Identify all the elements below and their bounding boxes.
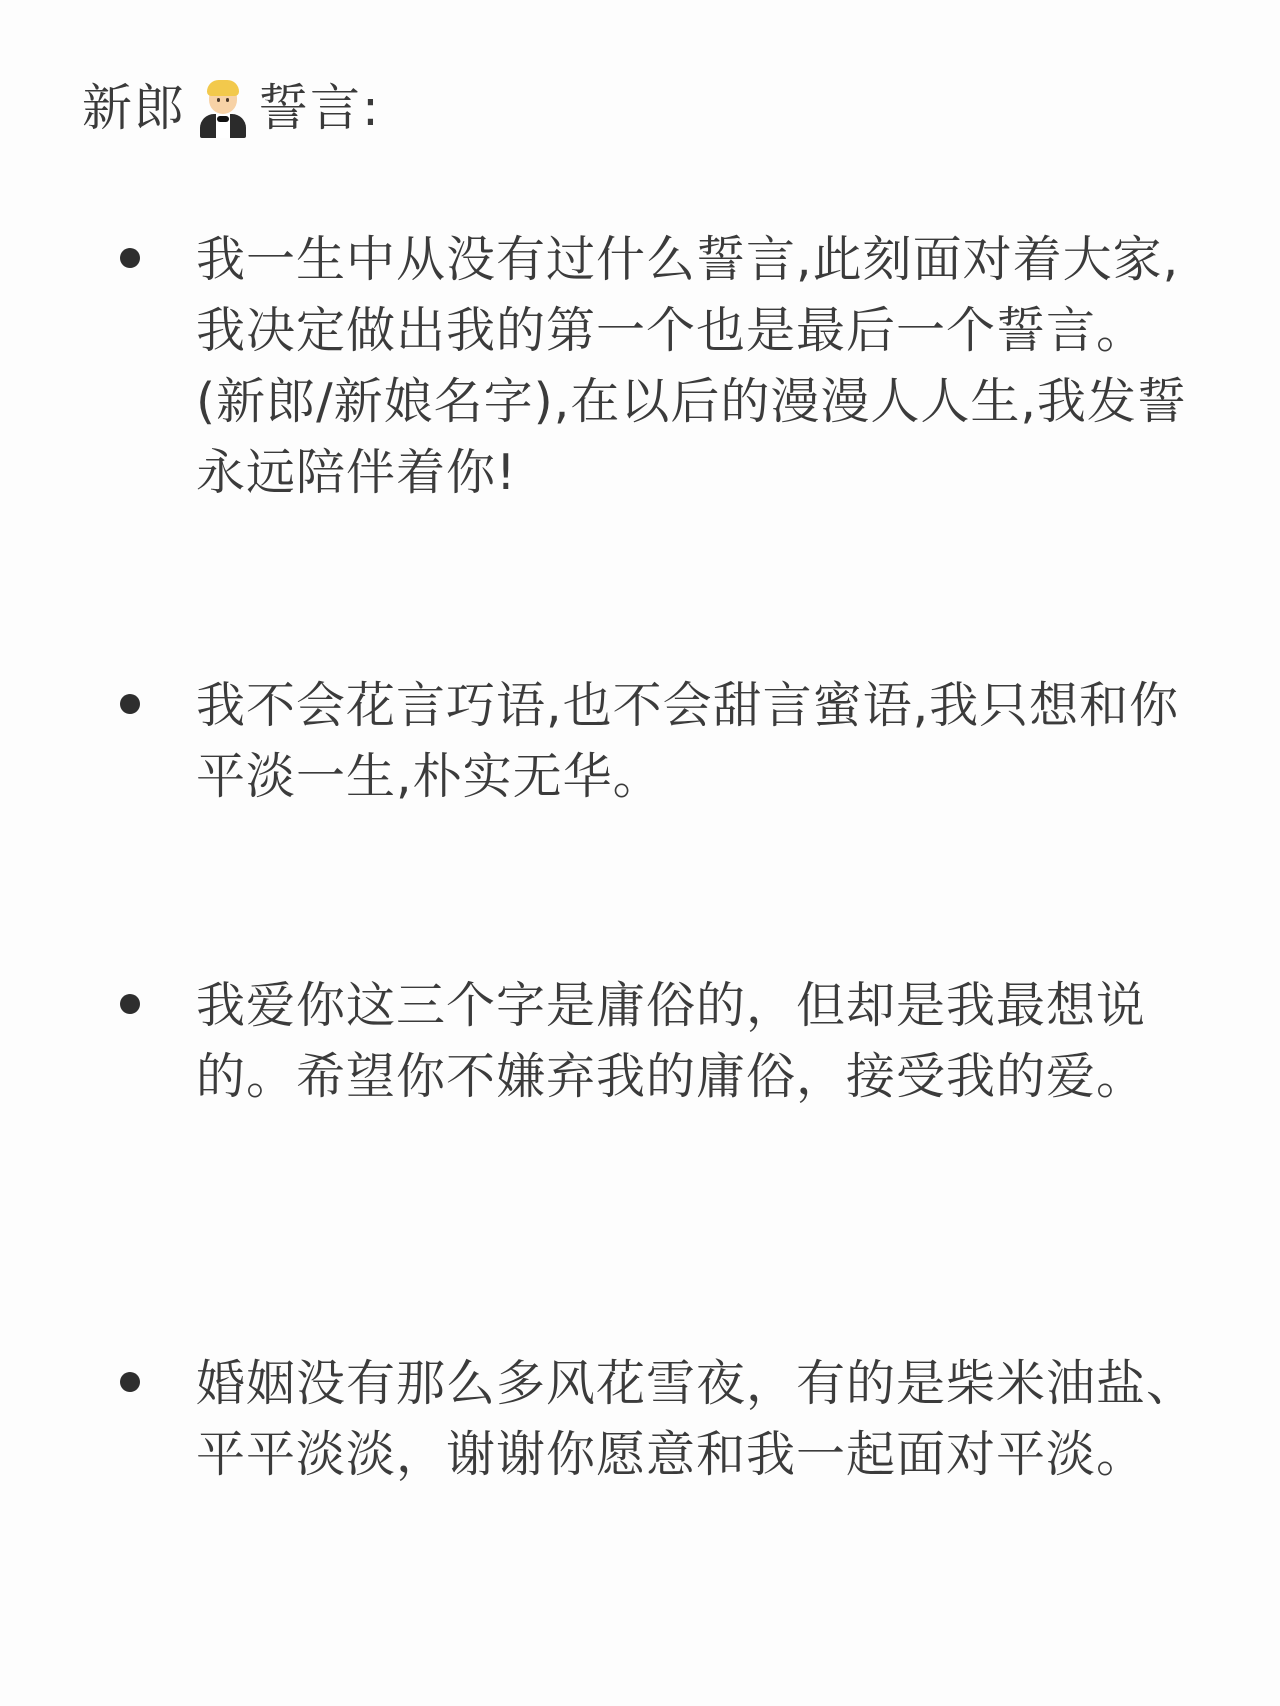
vow-text-3: 我爱你这三个字是庸俗的，但却是我最想说的。希望你不嫌弃我的庸俗，接受我的爱。	[196, 977, 1147, 1105]
vow-item-1	[196, 224, 1196, 508]
vow-text-4: 婚姻没有那么多风花雪夜，有的是柴米油盐、平平淡淡，谢谢你愿意和我一起面对平淡。	[196, 1355, 1197, 1483]
bullet-icon	[120, 694, 140, 714]
title-suffix: 誓言:	[258, 79, 381, 137]
vow-text-2: 我不会花言巧语,也不会甜言蜜语,我只想和你平淡一生,朴实无华。	[196, 677, 1180, 805]
bullet-icon	[120, 994, 140, 1014]
vow-item-4	[196, 1348, 1196, 1490]
groom-emoji-icon	[196, 76, 250, 140]
bullet-icon	[120, 248, 140, 268]
vow-text-1: 我一生中从没有过什么誓言,此刻面对着大家,我决定做出我的第一个也是最后一个誓言。(新郎/新娘名字),在以后的漫漫人人生,我发誓永远陪伴着你!	[196, 231, 1187, 501]
page-title	[82, 70, 381, 146]
title-prefix: 新郎	[82, 79, 186, 137]
vow-item-3	[196, 970, 1196, 1112]
bullet-icon	[120, 1372, 140, 1392]
vow-item-2	[196, 670, 1196, 812]
